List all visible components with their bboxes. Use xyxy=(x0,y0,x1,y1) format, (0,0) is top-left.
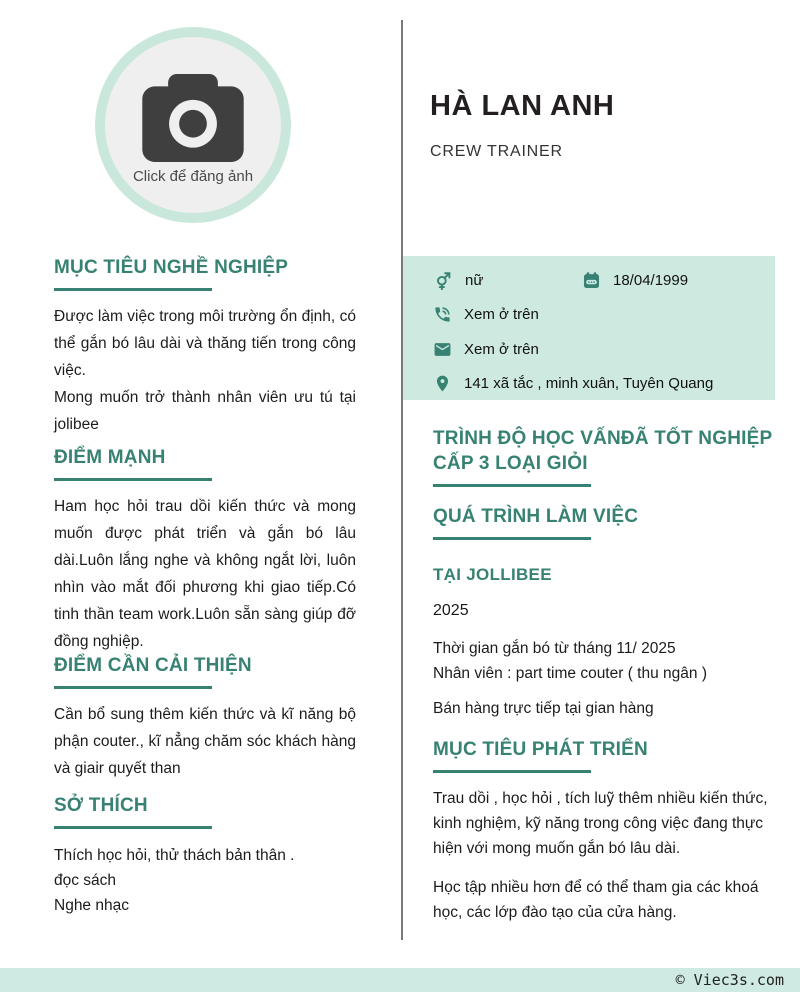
phone-icon xyxy=(433,305,452,324)
employment-year: 2025 xyxy=(433,602,469,619)
contact-email-value: Xem ở trên xyxy=(464,340,539,358)
hobby-line: Nghe nhạc xyxy=(54,897,129,914)
column-divider xyxy=(401,20,403,940)
camera-icon xyxy=(141,66,245,162)
gender-icon xyxy=(433,270,453,290)
paragraph: Học tập nhiều hơn để có thể tham gia các khoá học, các lớp đào tạo của cửa hàng. xyxy=(433,879,759,921)
contact-row xyxy=(433,298,767,333)
contact-gender xyxy=(433,270,570,290)
section-heading: MỤC TIÊU PHÁT TRIỂN xyxy=(433,739,648,760)
section-career-objective xyxy=(54,256,356,438)
contact-row xyxy=(433,263,767,298)
section-heading: QUÁ TRÌNH LÀM VIỆC xyxy=(433,506,639,527)
photo-upload-circle[interactable] xyxy=(95,27,291,223)
calendar-icon xyxy=(582,271,601,290)
heading-underline xyxy=(54,288,212,291)
employment-detail-line: Nhân viên : part time couter ( thu ngân ) xyxy=(433,665,707,682)
employer-name: TẠI JOLLIBEE xyxy=(433,565,552,584)
section-growth-objective xyxy=(433,737,778,925)
heading-underline xyxy=(54,826,212,829)
candidate-name: HÀ LAN ANH xyxy=(430,90,615,122)
hobby-line: Thích học hỏi, thử thách bản thân . xyxy=(54,847,295,864)
contact-birthdate-value: 18/04/1999 xyxy=(613,271,689,289)
footer-copyright: © Viec3s.com xyxy=(0,968,800,992)
location-icon xyxy=(433,374,452,393)
contact-address-value: 141 xã tắc , minh xuân, Tuyên Quang xyxy=(464,375,714,393)
section-heading: ĐIỂM CẦN CẢI THIỆN xyxy=(54,655,252,676)
contact-row xyxy=(433,332,767,367)
contact-gender-value: nữ xyxy=(465,271,484,289)
paragraph: Được làm việc trong môi trường ổn định, có thể gắn bó lâu dài và thăng tiến trong công việc. xyxy=(54,308,356,379)
employment-duty: Bán hàng trực tiếp tại gian hàng xyxy=(433,700,654,717)
paragraph: Trau dồi , học hỏi , tích luỹ thêm nhiều kiến thức, kinh nghiệm, kỹ năng trong công việc đang thực hiện với mong muốn gắn bó lâu dài. xyxy=(433,790,768,857)
section-work-history xyxy=(433,504,778,540)
section-hobbies xyxy=(54,794,356,918)
section-heading: SỞ THÍCH xyxy=(54,795,148,816)
heading-underline xyxy=(433,537,591,540)
job-title: CREW TRAINER xyxy=(430,143,563,160)
hobby-line: đọc sách xyxy=(54,872,117,889)
section-heading: TRÌNH ĐỘ HỌC VẤNĐÃ TỐT NGHIỆP CẤP 3 LOẠI GIỎI xyxy=(433,428,773,474)
heading-underline xyxy=(433,770,591,773)
section-strengths xyxy=(54,446,356,655)
heading-underline xyxy=(54,478,212,481)
section-improvements xyxy=(54,654,356,782)
paragraph: Mong muốn trở thành nhân viên ưu tú tại jolibee xyxy=(54,389,356,433)
contact-phone-value: Xem ở trên xyxy=(464,306,539,324)
contact-panel xyxy=(403,256,775,400)
paragraph: Ham học hỏi trau dồi kiến thức và mong muốn được phát triển và gắn bó lâu dài.Luôn lắng nghe và không ngắt lời, luôn nhìn vào mắt đối phương khi giao tiếp.Có tinh thần team work.Luôn sẵn sàng giúp đỡ đồng nghiệp. xyxy=(54,498,356,650)
heading-underline xyxy=(433,484,591,487)
heading-underline xyxy=(54,686,212,689)
section-heading: ĐIỂM MẠNH xyxy=(54,447,166,468)
section-heading: MỤC TIÊU NGHỀ NGHIỆP xyxy=(54,257,289,278)
contact-row xyxy=(433,367,767,402)
photo-upload-label: Click để đăng ảnh xyxy=(132,167,254,185)
employment-details xyxy=(433,636,778,686)
paragraph: Cần bổ sung thêm kiến thức và kĩ năng bộ phận couter., kĩ nẳng chăm sóc khách hàng và giair quyết than xyxy=(54,706,356,777)
section-education xyxy=(433,426,778,487)
contact-birthdate xyxy=(582,271,688,290)
employment-detail-line: Thời gian gắn bó từ tháng 11/ 2025 xyxy=(433,640,676,657)
mail-icon xyxy=(433,340,452,359)
